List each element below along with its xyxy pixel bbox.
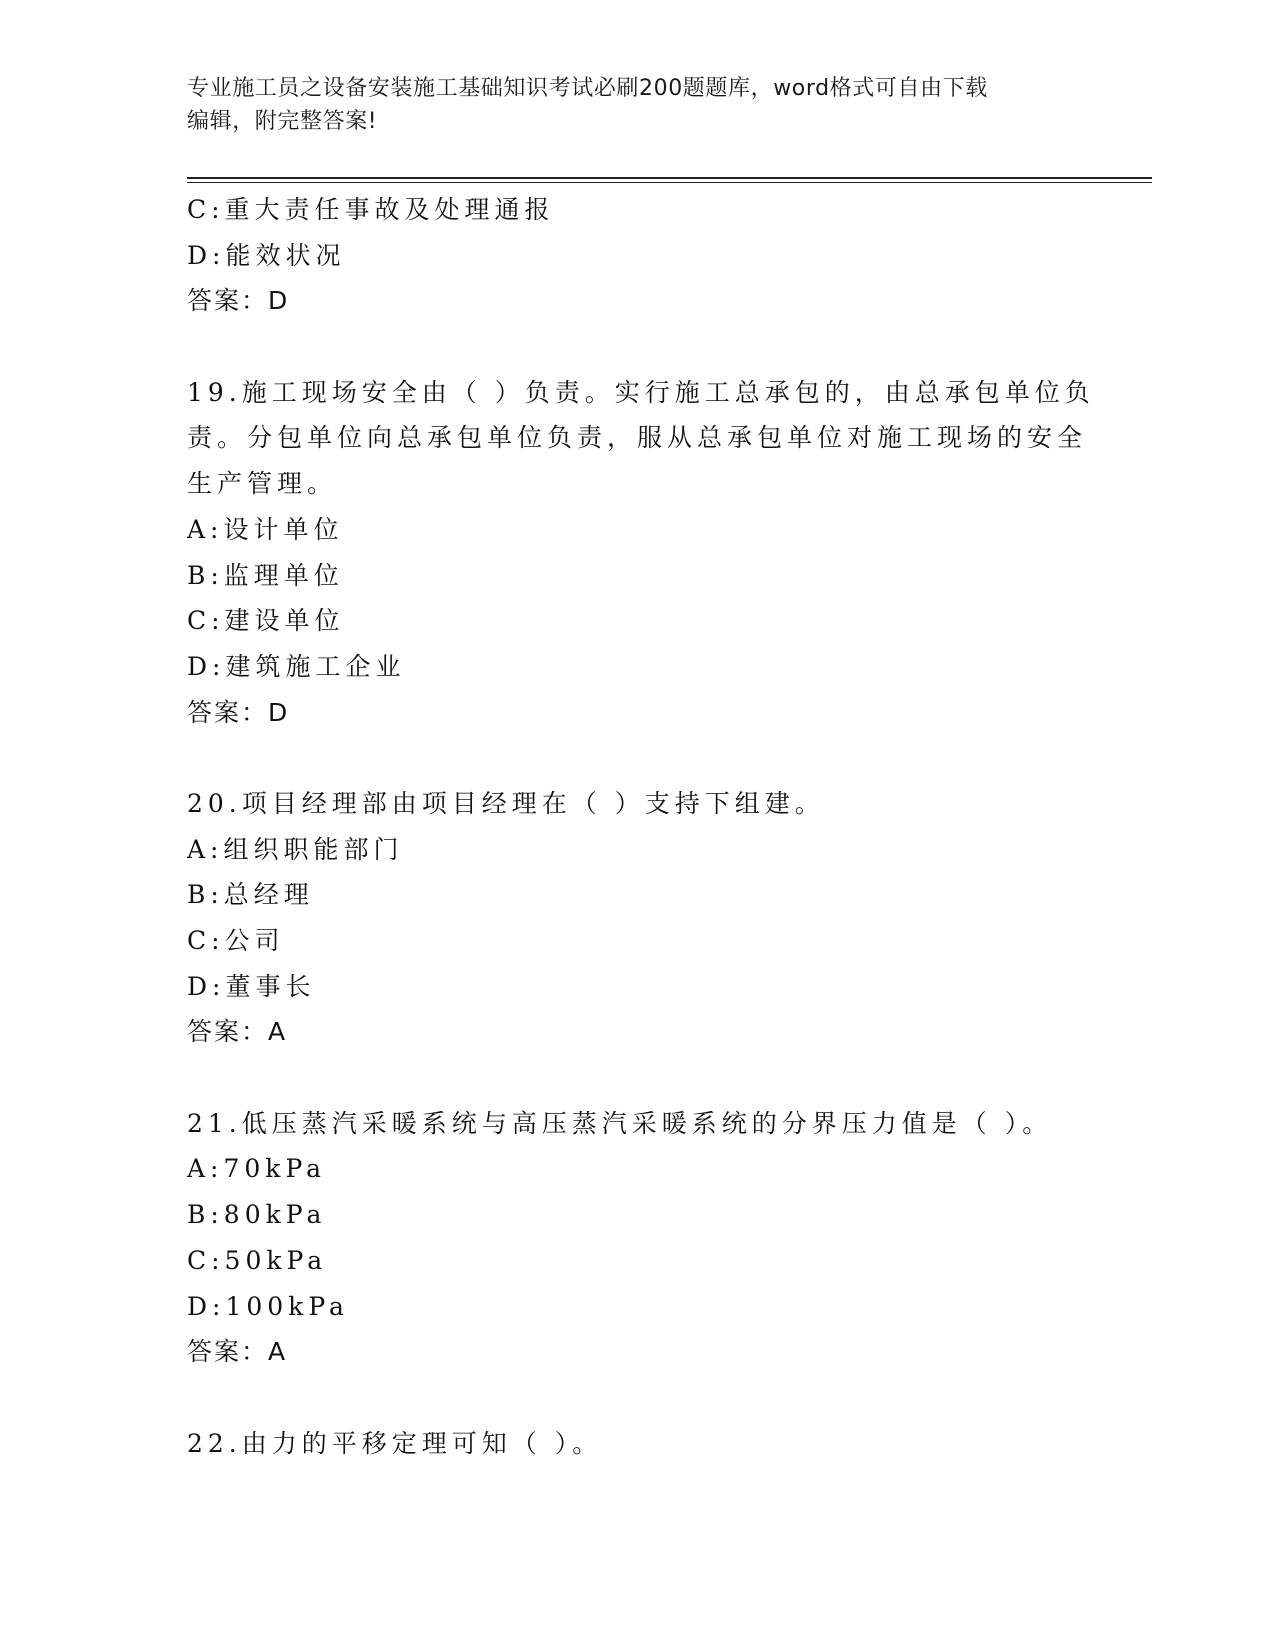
option-d: D:100kPa bbox=[187, 1291, 349, 1321]
question-stem-line-2: 责。分包单位向总承包单位负责，服从总承包单位对施工现场的安全 bbox=[187, 423, 1088, 453]
question-19 bbox=[187, 370, 1095, 736]
document-header bbox=[187, 72, 1067, 138]
header-rule-thick bbox=[187, 177, 1152, 179]
header-line-2: 编辑，附完整答案! bbox=[187, 109, 378, 134]
question-stem-line-3: 生产管理。 bbox=[187, 469, 338, 499]
option-a: A:70kPa bbox=[187, 1154, 327, 1184]
option-a: A:组织职能部门 bbox=[187, 834, 404, 864]
question-stem-line-1: 19.施工现场安全由（ ）负责。实行施工总承包的，由总承包单位负 bbox=[187, 377, 1095, 407]
option-d: D:董事长 bbox=[187, 971, 316, 1001]
spacer bbox=[187, 735, 1087, 781]
question-20 bbox=[187, 781, 1087, 1055]
option-d: D:能效状况 bbox=[187, 240, 346, 270]
option-c: C:建设单位 bbox=[187, 606, 345, 636]
option-c: C:公司 bbox=[187, 926, 285, 955]
option-c: C:50kPa bbox=[187, 1245, 328, 1275]
spacer bbox=[187, 1055, 1087, 1101]
document-body bbox=[187, 187, 1095, 1466]
question-stem: 20.项目经理部由项目经理在（ ）支持下组建。 bbox=[187, 788, 825, 818]
answer-label: 答案：D bbox=[187, 286, 290, 316]
spacer bbox=[187, 324, 1087, 370]
spacer bbox=[187, 1375, 1087, 1421]
question-stem: 22.由力的平移定理可知（ ）。 bbox=[187, 1428, 603, 1458]
question-stem: 21.低压蒸汽采暖系统与高压蒸汽采暖系统的分界压力值是（ ）。 bbox=[187, 1108, 1053, 1138]
answer-label: 答案：A bbox=[187, 1017, 288, 1047]
question-21 bbox=[187, 1101, 1087, 1375]
question-18 bbox=[187, 187, 1087, 324]
option-c: C:重大责任事故及处理通报 bbox=[187, 195, 555, 224]
option-b: B:监理单位 bbox=[187, 560, 344, 590]
option-b: B:总经理 bbox=[187, 880, 314, 910]
header-line-1: 专业施工员之设备安装施工基础知识考试必刷200题题库，word格式可自由下载 bbox=[187, 76, 988, 101]
answer-label: 答案：D bbox=[187, 697, 290, 727]
option-d: D:建筑施工企业 bbox=[187, 651, 406, 681]
answer-label: 答案：A bbox=[187, 1337, 288, 1367]
question-22 bbox=[187, 1421, 1087, 1467]
option-a: A:设计单位 bbox=[187, 514, 344, 544]
option-b: B:80kPa bbox=[187, 1200, 327, 1230]
header-rule-thin bbox=[187, 182, 1152, 183]
